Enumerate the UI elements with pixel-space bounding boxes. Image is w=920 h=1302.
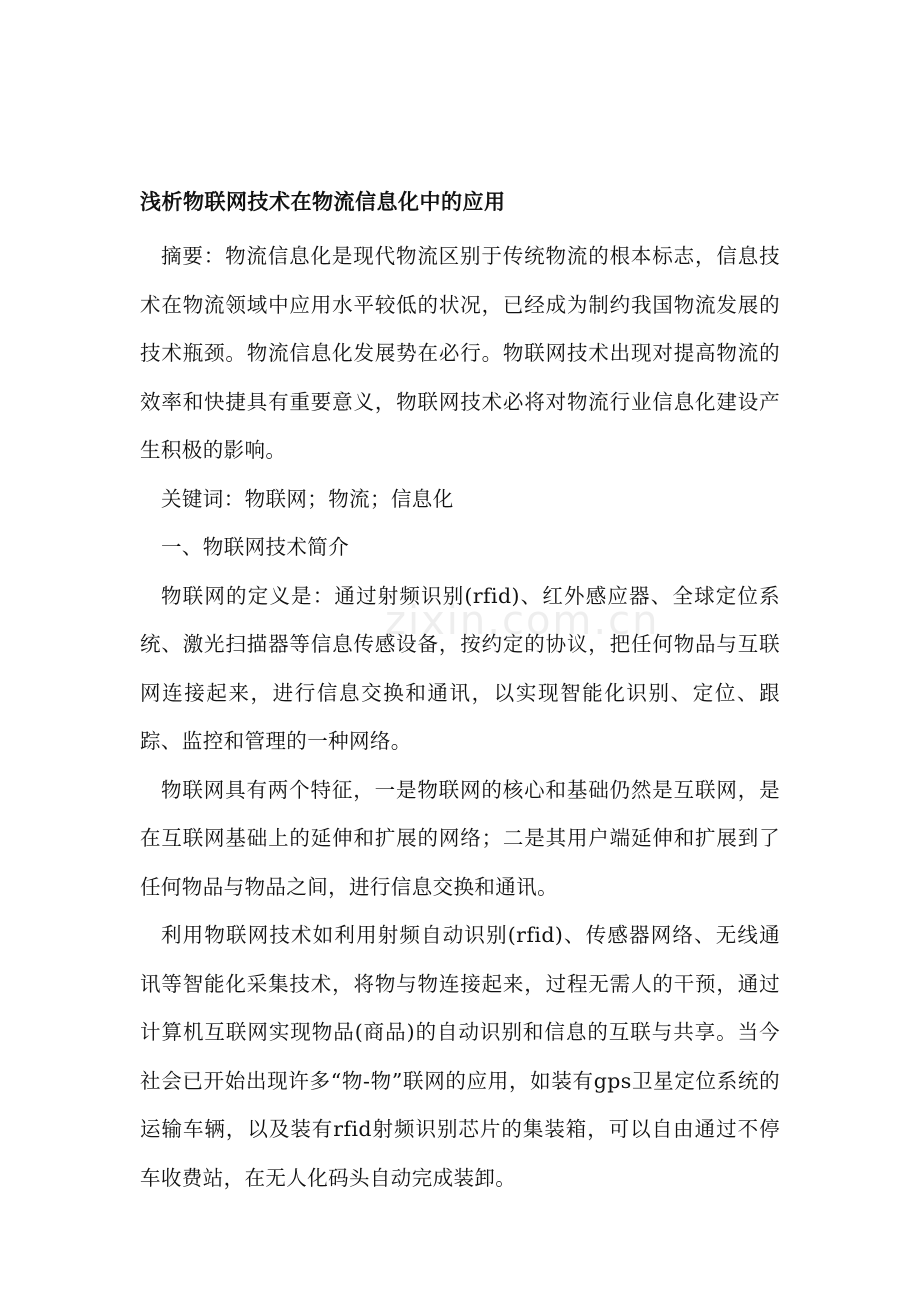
document-body [140, 188, 780, 1202]
keywords-paragraph: 关键词：物联网；物流；信息化 [161, 486, 454, 511]
watermark: zixin.com.cn [385, 598, 660, 644]
body-paragraph: 物联网具有两个特征，一是物联网的核心和基础仍然是互联网，是在互联网基础上的延伸和扩展的网络；二是其用户端延伸和扩展到了任何物品与物品之间，进行信息交换和通讯。 [140, 777, 780, 899]
body-paragraph: 物联网的定义是：通过射频识别(rfid)、红外感应器、全球定位系统、激光扫描器等信息传感设备，按约定的协议，把任何物品与互联网连接起来，进行信息交换和通讯，以实现智能化识别、定位、跟踪、监控和管理的一种网络。 [140, 583, 780, 753]
document-title: 浅析物联网技术在物流信息化中的应用 [140, 190, 506, 214]
section-heading: 一、物联网技术简介 [161, 535, 350, 559]
abstract-paragraph: 摘要：物流信息化是现代物流区别于传统物流的根本标志，信息技术在物流领域中应用水平较低的状况，已经成为制约我国物流发展的技术瓶颈。物流信息化发展势在必行。物联网技术出现对提高物流的效率和快捷具有重要意义，物联网技术必将对物流行业信息化建设产生积极的影响。 [140, 244, 780, 462]
body-paragraph: 利用物联网技术如利用射频自动识别(rfid)、传感器网络、无线通讯等智能化采集技术，将物与物连接起来，过程无需人的干预，通过计算机互联网实现物品(商品)的自动识别和信息的互联与共享。当今社会已开始出现许多“物-物”联网的应用，如装有gps卫星定位系统的运输车辆，以及装有rfid射频识别芯片的集装箱，可以自由通过不停车收费站，在无人化码头自动完成装卸。 [140, 923, 780, 1190]
